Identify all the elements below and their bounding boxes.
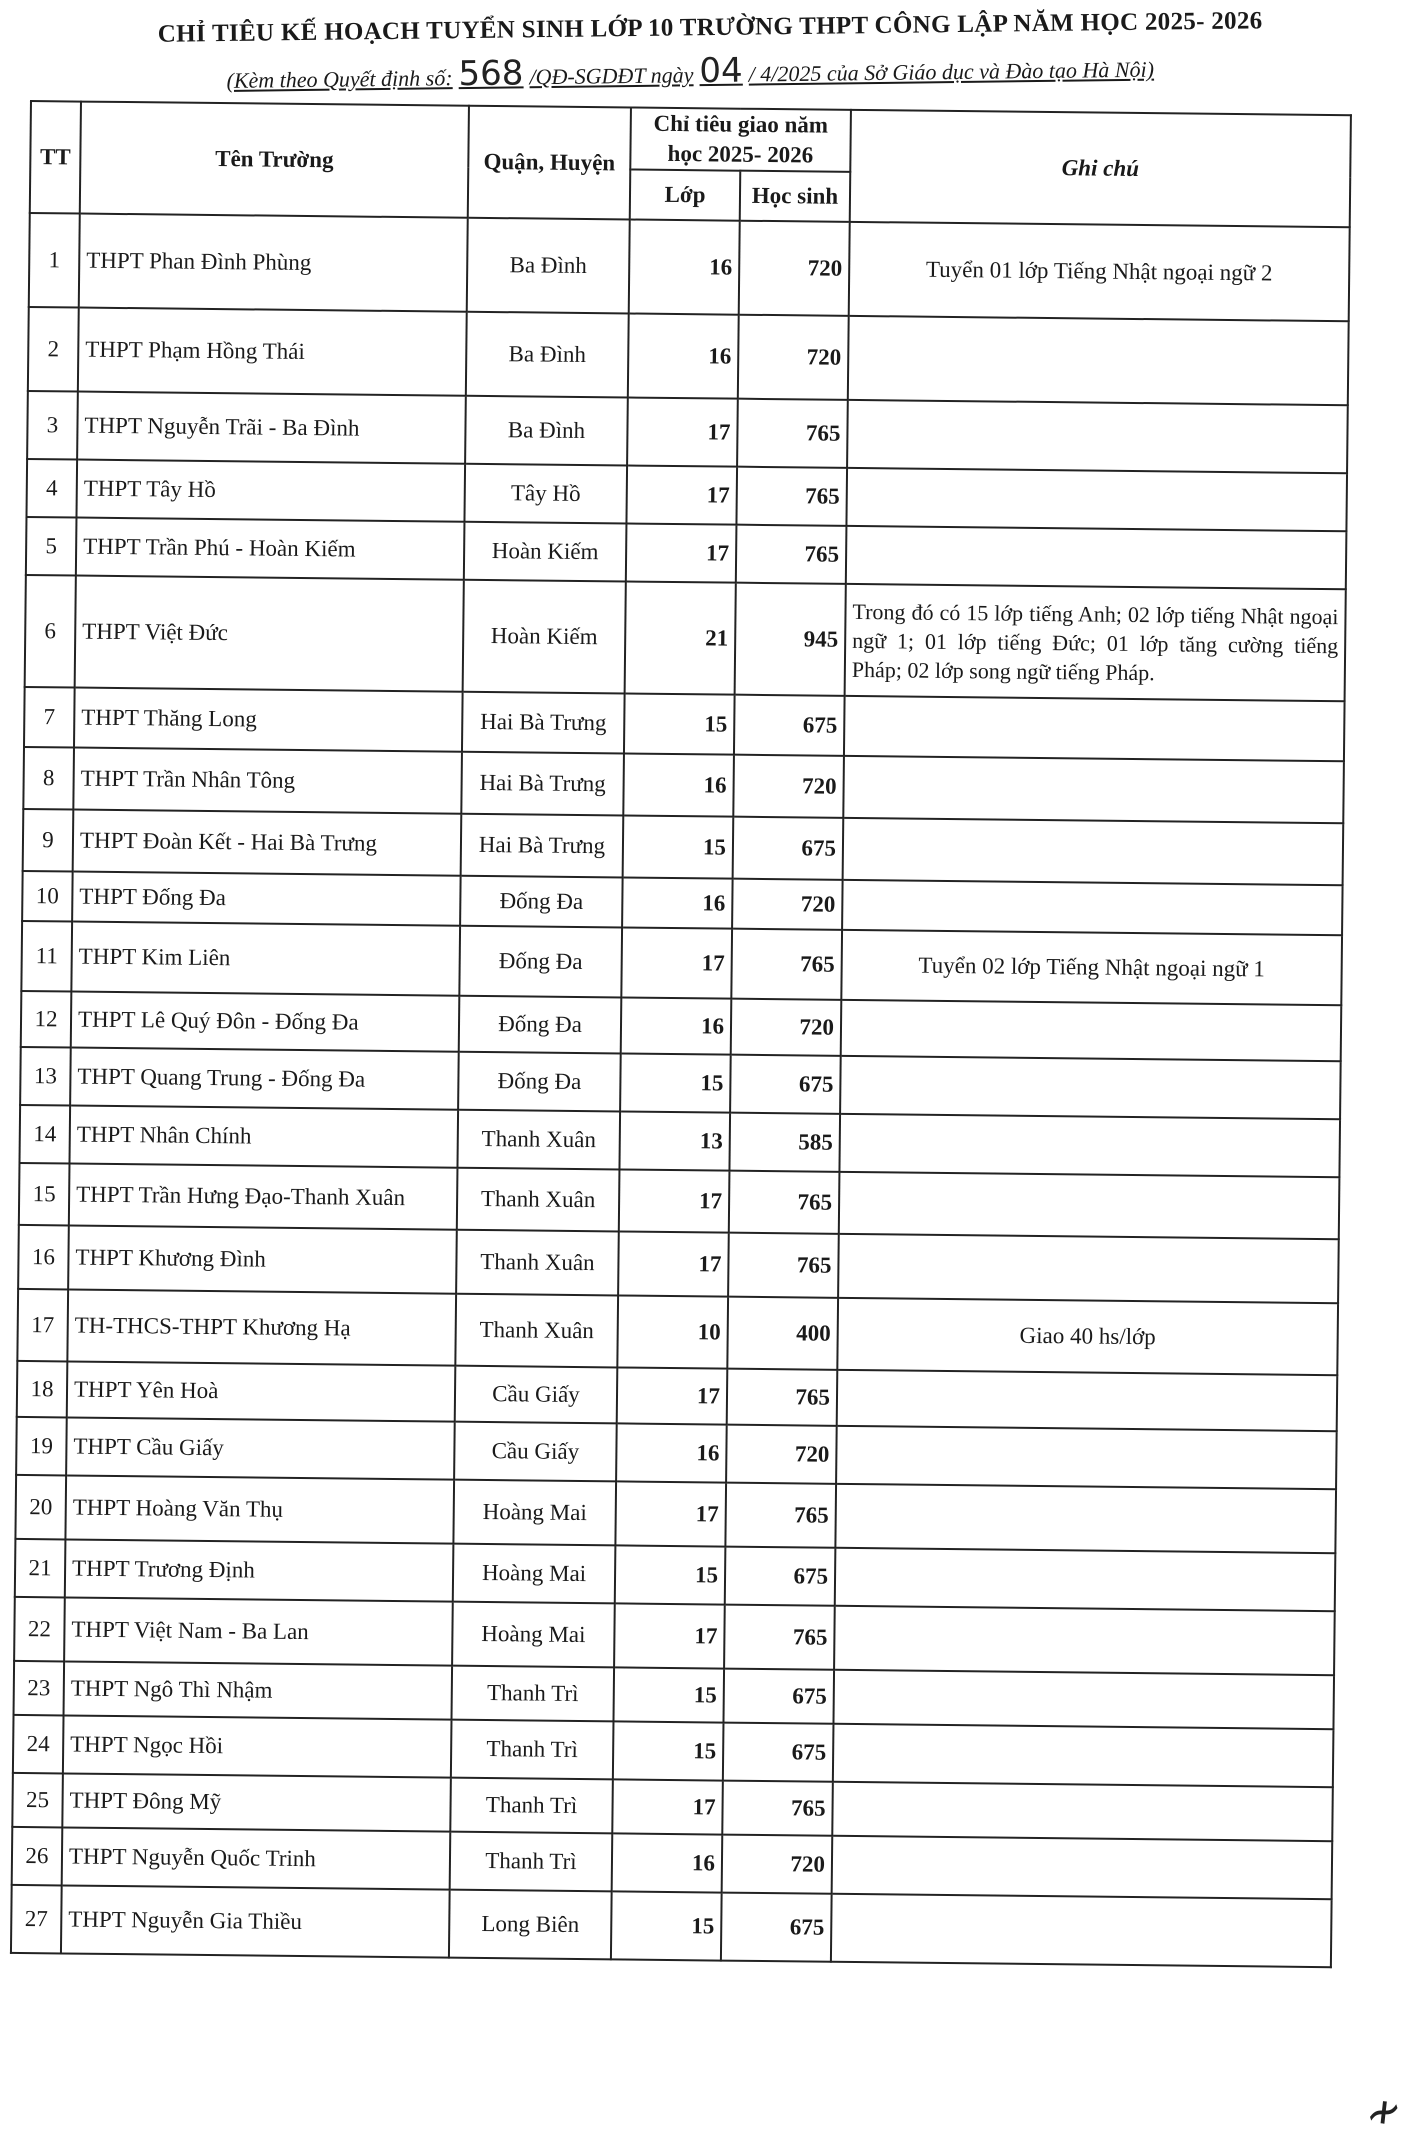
row-school-name: THPT Yên Hoà xyxy=(67,1361,456,1421)
row-students: 720 xyxy=(738,315,849,400)
row-classes: 17 xyxy=(621,927,732,998)
row-students: 720 xyxy=(726,1425,837,1484)
row-tt: 10 xyxy=(22,871,73,922)
row-school-name: THPT Trần Nhân Tông xyxy=(73,748,462,814)
row-note xyxy=(835,1484,1336,1553)
row-school-name: THPT Thăng Long xyxy=(74,688,463,752)
row-tt: 20 xyxy=(15,1475,66,1540)
row-classes: 16 xyxy=(621,997,732,1054)
row-school-name: THPT Ngọc Hồi xyxy=(63,1715,452,1777)
table-row xyxy=(29,213,1350,321)
row-district: Thanh Xuân xyxy=(457,1168,620,1232)
row-classes: 16 xyxy=(623,753,734,816)
row-note xyxy=(846,526,1347,589)
row-school-name: THPT Nguyễn Quốc Trinh xyxy=(62,1827,451,1889)
row-students: 765 xyxy=(736,525,847,584)
row-classes: 17 xyxy=(614,1603,725,1668)
row-district: Thanh Xuân xyxy=(455,1294,618,1368)
row-school-name: THPT Nguyễn Gia Thiều xyxy=(61,1885,450,1957)
row-note: Tuyển 01 lớp Tiếng Nhật ngoại ngữ 2 xyxy=(849,222,1350,321)
row-note xyxy=(844,696,1345,761)
row-classes: 17 xyxy=(617,1367,728,1424)
row-note xyxy=(841,1000,1342,1061)
row-district: Đống Đa xyxy=(460,876,623,928)
row-note xyxy=(832,1836,1333,1899)
row-students: 720 xyxy=(722,1835,833,1894)
row-students: 765 xyxy=(731,929,842,1000)
row-note xyxy=(831,1894,1332,1967)
row-school-name: THPT Trương Định xyxy=(65,1539,454,1601)
row-district: Hai Bà Trưng xyxy=(462,692,625,754)
row-district: Thanh Trì xyxy=(451,1720,614,1780)
row-tt: 22 xyxy=(14,1597,65,1662)
row-tt: 15 xyxy=(19,1163,70,1226)
row-school-name: THPT Hoàng Văn Thụ xyxy=(65,1475,454,1543)
row-classes: 15 xyxy=(613,1721,724,1780)
subtitle-prefix: (Kèm theo Quyết định số: xyxy=(226,65,453,93)
row-classes: 15 xyxy=(611,1891,722,1960)
row-students: 765 xyxy=(729,1171,840,1234)
row-district: Hoàng Mai xyxy=(453,1480,616,1546)
row-students: 400 xyxy=(727,1297,838,1370)
row-students: 765 xyxy=(736,467,847,526)
row-school-name: THPT Trần Hưng Đạo-Thanh Xuân xyxy=(69,1163,458,1229)
row-note: Giao 40 hs/lớp xyxy=(837,1298,1338,1375)
row-note: Trong đó có 15 lớp tiếng Anh; 02 lớp tiếng Nhật ngoại ngữ 1; 01 lớp tiếng Đức; 01 lớp tăng cường tiếng Pháp; 02 lớp song ngữ tiếng Pháp. xyxy=(845,584,1346,701)
row-note xyxy=(839,1114,1340,1177)
row-classes: 15 xyxy=(615,1545,726,1604)
row-school-name: THPT Cầu Giấy xyxy=(66,1417,455,1479)
header-classes: Lớp xyxy=(630,169,741,220)
row-classes: 17 xyxy=(615,1481,726,1546)
row-school-name: THPT Tây Hồ xyxy=(76,460,465,522)
row-district: Ba Đình xyxy=(465,396,628,466)
row-school-name: THPT Khương Đình xyxy=(68,1225,457,1293)
row-district: Hoàn Kiếm xyxy=(464,522,627,582)
row-classes: 10 xyxy=(617,1295,728,1368)
row-classes: 17 xyxy=(626,465,737,524)
table-row xyxy=(25,575,1346,701)
row-school-name: THPT Đống Đa xyxy=(72,872,461,926)
row-students: 675 xyxy=(733,817,844,880)
row-note: Tuyển 02 lớp Tiếng Nhật ngoại ngữ 1 xyxy=(841,930,1342,1005)
row-students: 765 xyxy=(727,1369,838,1426)
row-school-name: THPT Đoàn Kết - Hai Bà Trưng xyxy=(73,810,462,876)
row-students: 720 xyxy=(739,221,850,316)
row-classes: 17 xyxy=(626,523,737,582)
row-tt: 23 xyxy=(14,1661,65,1716)
row-district: Đống Đa xyxy=(459,926,622,998)
row-students: 675 xyxy=(723,1669,834,1724)
quota-table-wrapper xyxy=(10,100,1352,1968)
row-district: Hoàng Mai xyxy=(453,1544,616,1604)
table-row xyxy=(11,1885,1332,1967)
row-school-name: THPT Phạm Hồng Thái xyxy=(78,308,467,396)
row-tt: 27 xyxy=(11,1885,62,1954)
decision-number: 568 xyxy=(458,53,524,95)
row-school-name: THPT Việt Đức xyxy=(75,576,464,692)
row-note xyxy=(838,1234,1339,1303)
row-note xyxy=(837,1370,1338,1431)
row-school-name: THPT Lê Quý Đôn - Đống Đa xyxy=(71,991,460,1051)
row-note xyxy=(848,316,1349,405)
row-tt: 7 xyxy=(24,687,75,748)
header-quota: Chỉ tiêu giao năm học 2025- 2026 xyxy=(630,108,851,172)
row-district: Long Biên xyxy=(449,1890,612,1960)
row-classes: 15 xyxy=(620,1053,731,1112)
row-district: Ba Đình xyxy=(466,312,629,398)
row-note xyxy=(842,880,1343,935)
row-district: Đống Đa xyxy=(459,996,622,1054)
row-tt: 19 xyxy=(16,1417,67,1476)
row-classes: 21 xyxy=(625,581,736,694)
document-subtitle xyxy=(140,45,1240,98)
row-district: Thanh Xuân xyxy=(457,1110,620,1170)
header-district: Quận, Huyện xyxy=(468,106,631,220)
row-school-name: THPT Phan Đình Phùng xyxy=(79,214,468,312)
table-header xyxy=(30,101,1351,227)
row-tt: 11 xyxy=(21,921,72,992)
row-students: 720 xyxy=(733,755,844,818)
row-tt: 4 xyxy=(26,459,77,518)
table-row xyxy=(28,307,1349,405)
row-school-name: THPT Quang Trung - Đống Đa xyxy=(70,1047,459,1109)
row-classes: 16 xyxy=(612,1833,723,1892)
row-tt: 2 xyxy=(28,307,79,392)
row-district: Hai Bà Trưng xyxy=(461,752,624,816)
row-district: Cầu Giấy xyxy=(454,1422,617,1482)
document-title: CHỈ TIÊU KẾ HOẠCH TUYỂN SINH LỚP 10 TRƯỜNG THPT CÔNG LẬP NĂM HỌC 2025- 2026 xyxy=(157,7,1263,48)
row-note xyxy=(843,756,1344,823)
row-students: 945 xyxy=(735,583,846,696)
row-district: Cầu Giấy xyxy=(455,1366,618,1424)
row-tt: 5 xyxy=(26,517,77,576)
row-classes: 15 xyxy=(613,1667,724,1722)
table-body xyxy=(11,213,1350,1967)
row-students: 765 xyxy=(737,399,848,468)
row-students: 765 xyxy=(724,1605,835,1670)
row-tt: 26 xyxy=(12,1827,63,1886)
row-students: 675 xyxy=(725,1547,836,1606)
row-school-name: THPT Nguyễn Trãi - Ba Đình xyxy=(77,392,466,464)
row-tt: 13 xyxy=(20,1047,71,1106)
row-students: 675 xyxy=(734,695,845,756)
row-district: Hoàn Kiếm xyxy=(463,580,626,694)
row-note xyxy=(833,1670,1334,1729)
row-classes: 13 xyxy=(619,1111,730,1170)
row-classes: 16 xyxy=(628,313,739,398)
row-note xyxy=(836,1426,1337,1489)
row-note xyxy=(834,1606,1335,1675)
signature-mark: ≁ xyxy=(1357,2079,1411,2143)
row-school-name: THPT Nhân Chính xyxy=(69,1105,458,1167)
row-note xyxy=(832,1782,1333,1841)
header-note: Ghi chú xyxy=(850,110,1351,227)
row-tt: 21 xyxy=(15,1539,66,1598)
row-note xyxy=(843,818,1344,885)
row-students: 765 xyxy=(725,1483,836,1548)
row-tt: 8 xyxy=(23,747,74,810)
row-note xyxy=(839,1172,1340,1239)
row-classes: 17 xyxy=(612,1779,723,1834)
row-district: Thanh Trì xyxy=(450,1778,613,1834)
row-classes: 16 xyxy=(629,219,740,314)
row-tt: 24 xyxy=(13,1715,64,1774)
row-district: Đống Đa xyxy=(458,1052,621,1112)
row-classes: 16 xyxy=(616,1423,727,1482)
subtitle-middle: /QĐ-SGDĐT ngày xyxy=(529,62,694,90)
row-district: Thanh Trì xyxy=(451,1666,614,1722)
row-students: 675 xyxy=(721,1893,832,1962)
row-school-name: THPT Trần Phú - Hoàn Kiếm xyxy=(76,518,465,580)
row-note xyxy=(846,468,1347,531)
row-tt: 6 xyxy=(25,575,76,688)
row-tt: 14 xyxy=(19,1105,70,1164)
row-note xyxy=(840,1056,1341,1119)
row-tt: 18 xyxy=(17,1361,68,1418)
row-classes: 16 xyxy=(622,877,733,928)
row-district: Ba Đình xyxy=(467,218,630,314)
row-students: 765 xyxy=(722,1781,833,1836)
row-school-name: TH-THCS-THPT Khương Hạ xyxy=(67,1289,456,1365)
row-students: 720 xyxy=(732,879,843,930)
row-district: Hai Bà Trưng xyxy=(461,814,624,878)
decision-day: 04 xyxy=(699,50,743,92)
row-school-name: THPT Việt Nam - Ba Lan xyxy=(64,1597,453,1665)
row-classes: 15 xyxy=(624,693,735,754)
row-tt: 17 xyxy=(17,1289,68,1362)
row-classes: 17 xyxy=(618,1231,729,1296)
row-tt: 9 xyxy=(23,809,74,872)
row-classes: 17 xyxy=(627,397,738,466)
row-school-name: THPT Kim Liên xyxy=(71,922,460,996)
row-note xyxy=(833,1724,1334,1787)
row-tt: 12 xyxy=(21,991,72,1048)
row-note xyxy=(835,1548,1336,1611)
row-school-name: THPT Đông Mỹ xyxy=(62,1773,451,1831)
header-students: Học sinh xyxy=(740,171,851,222)
row-district: Thanh Trì xyxy=(450,1832,613,1892)
row-students: 585 xyxy=(729,1113,840,1172)
row-tt: 1 xyxy=(29,213,80,308)
row-district: Hoàng Mai xyxy=(452,1602,615,1668)
row-students: 720 xyxy=(731,999,842,1056)
header-tt: TT xyxy=(30,101,81,214)
quota-table xyxy=(10,100,1352,1968)
row-school-name: THPT Ngô Thì Nhậm xyxy=(64,1661,453,1719)
row-students: 675 xyxy=(723,1723,834,1782)
row-students: 675 xyxy=(730,1055,841,1114)
row-classes: 17 xyxy=(619,1169,730,1232)
row-students: 765 xyxy=(728,1233,839,1298)
row-tt: 16 xyxy=(18,1225,69,1290)
row-district: Tây Hồ xyxy=(464,464,627,524)
row-classes: 15 xyxy=(623,815,734,878)
row-tt: 3 xyxy=(27,391,78,460)
subtitle-suffix: / 4/2025 của Sở Giáo dục và Đào tạo Hà Nội) xyxy=(748,56,1155,87)
row-note xyxy=(847,400,1348,473)
row-district: Thanh Xuân xyxy=(456,1230,619,1296)
row-tt: 25 xyxy=(12,1773,63,1828)
header-school-name: Tên Trường xyxy=(80,102,469,218)
